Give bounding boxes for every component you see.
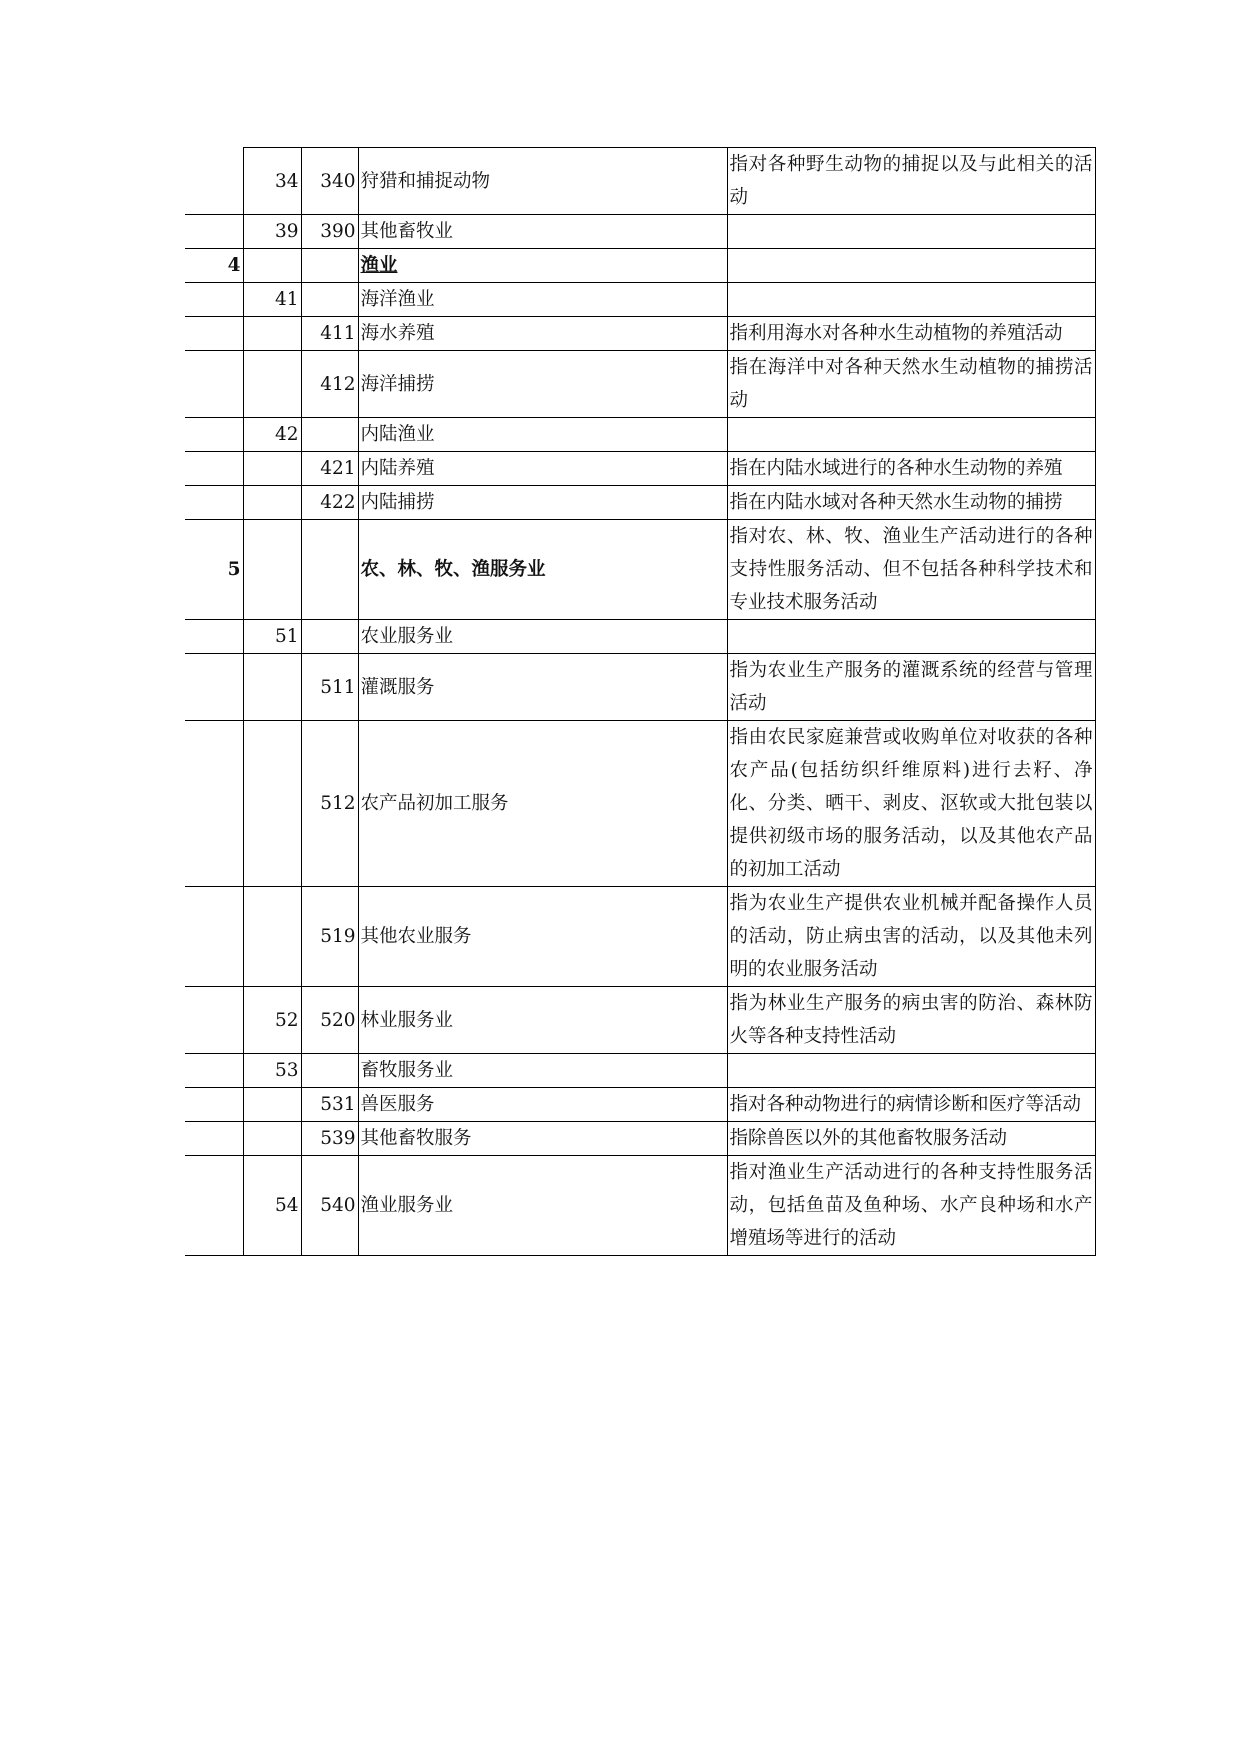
section-code bbox=[185, 887, 243, 987]
category-name: 畜牧服务业 bbox=[358, 1054, 727, 1088]
category-description bbox=[727, 283, 1095, 317]
table-row bbox=[185, 317, 1095, 351]
category-name: 林业服务业 bbox=[358, 987, 727, 1054]
medium-code: 512 bbox=[301, 721, 358, 887]
section-code bbox=[185, 654, 243, 721]
category-name: 其他农业服务 bbox=[358, 887, 727, 987]
category-name: 海洋捕捞 bbox=[358, 351, 727, 418]
category-description: 指除兽医以外的其他畜牧服务活动 bbox=[727, 1122, 1095, 1156]
table-row bbox=[185, 1122, 1095, 1156]
category-name bbox=[358, 249, 727, 283]
major-code: 53 bbox=[243, 1054, 301, 1088]
table-row bbox=[185, 887, 1095, 987]
medium-code bbox=[301, 249, 358, 283]
section-code bbox=[185, 620, 243, 654]
category-description bbox=[727, 215, 1095, 249]
category-name: 农、林、牧、渔服务业 bbox=[358, 520, 727, 620]
major-code: 39 bbox=[243, 215, 301, 249]
category-description: 指由农民家庭兼营或收购单位对收获的各种农产品(包括纺织纤维原料)进行去籽、净化、分类、晒干、剥皮、沤软或大批包装以提供初级市场的服务活动，以及其他农产品的初加工活动 bbox=[727, 721, 1095, 887]
category-description: 指对各种动物进行的病情诊断和医疗等活动 bbox=[727, 1088, 1095, 1122]
major-code: 51 bbox=[243, 620, 301, 654]
table-row bbox=[185, 654, 1095, 721]
category-name-text: 渔业 bbox=[360, 255, 398, 276]
category-description: 指对渔业生产活动进行的各种支持性服务活动，包括鱼苗及鱼种场、水产良种场和水产增殖场等进行的活动 bbox=[727, 1156, 1095, 1256]
major-code: 34 bbox=[243, 148, 301, 215]
section-code bbox=[185, 1122, 243, 1156]
section-code bbox=[185, 452, 243, 486]
major-code bbox=[243, 249, 301, 283]
table-row bbox=[185, 1088, 1095, 1122]
category-name: 农业服务业 bbox=[358, 620, 727, 654]
table-row bbox=[185, 1156, 1095, 1256]
medium-code: 520 bbox=[301, 987, 358, 1054]
table-row bbox=[185, 987, 1095, 1054]
table-row bbox=[185, 148, 1095, 215]
category-description: 指对农、林、牧、渔业生产活动进行的各种支持性服务活动、但不包括各种科学技术和专业技术服务活动 bbox=[727, 520, 1095, 620]
section-code bbox=[185, 418, 243, 452]
table-row bbox=[185, 620, 1095, 654]
table-row bbox=[185, 721, 1095, 887]
table-row bbox=[185, 1054, 1095, 1088]
category-name: 海洋渔业 bbox=[358, 283, 727, 317]
medium-code: 531 bbox=[301, 1088, 358, 1122]
major-code: 42 bbox=[243, 418, 301, 452]
medium-code: 540 bbox=[301, 1156, 358, 1256]
category-description: 指对各种野生动物的捕捉以及与此相关的活动 bbox=[727, 148, 1095, 215]
table-row bbox=[185, 452, 1095, 486]
table-row bbox=[185, 486, 1095, 520]
medium-code: 519 bbox=[301, 887, 358, 987]
document-page bbox=[185, 147, 1095, 1256]
section-code bbox=[185, 721, 243, 887]
medium-code: 340 bbox=[301, 148, 358, 215]
category-name: 狩猎和捕捉动物 bbox=[358, 148, 727, 215]
section-code bbox=[185, 148, 243, 215]
category-description: 指在内陆水域对各种天然水生动物的捕捞 bbox=[727, 486, 1095, 520]
section-code bbox=[185, 1054, 243, 1088]
major-code bbox=[243, 1088, 301, 1122]
category-name: 内陆捕捞 bbox=[358, 486, 727, 520]
section-code bbox=[185, 283, 243, 317]
major-code bbox=[243, 654, 301, 721]
medium-code bbox=[301, 520, 358, 620]
medium-code bbox=[301, 418, 358, 452]
category-description bbox=[727, 249, 1095, 283]
major-code bbox=[243, 452, 301, 486]
major-code: 41 bbox=[243, 283, 301, 317]
section-code bbox=[185, 486, 243, 520]
medium-code bbox=[301, 283, 358, 317]
major-code bbox=[243, 1122, 301, 1156]
medium-code: 412 bbox=[301, 351, 358, 418]
category-name: 农产品初加工服务 bbox=[358, 721, 727, 887]
section-code: 5 bbox=[185, 520, 243, 620]
medium-code: 390 bbox=[301, 215, 358, 249]
category-description: 指利用海水对各种水生动植物的养殖活动 bbox=[727, 317, 1095, 351]
medium-code: 539 bbox=[301, 1122, 358, 1156]
major-code bbox=[243, 887, 301, 987]
medium-code: 411 bbox=[301, 317, 358, 351]
medium-code: 511 bbox=[301, 654, 358, 721]
table-row bbox=[185, 249, 1095, 283]
table-row bbox=[185, 520, 1095, 620]
major-code: 54 bbox=[243, 1156, 301, 1256]
section-code bbox=[185, 1088, 243, 1122]
section-code bbox=[185, 987, 243, 1054]
category-description bbox=[727, 1054, 1095, 1088]
category-description: 指为林业生产服务的病虫害的防治、森林防火等各种支持性活动 bbox=[727, 987, 1095, 1054]
section-code bbox=[185, 215, 243, 249]
major-code bbox=[243, 721, 301, 887]
category-name: 内陆养殖 bbox=[358, 452, 727, 486]
category-name: 其他畜牧业 bbox=[358, 215, 727, 249]
category-name: 兽医服务 bbox=[358, 1088, 727, 1122]
industry-classification-table bbox=[185, 147, 1096, 1256]
medium-code bbox=[301, 620, 358, 654]
major-code bbox=[243, 486, 301, 520]
category-description: 指为农业生产服务的灌溉系统的经营与管理活动 bbox=[727, 654, 1095, 721]
major-code bbox=[243, 520, 301, 620]
category-name: 渔业服务业 bbox=[358, 1156, 727, 1256]
major-code: 52 bbox=[243, 987, 301, 1054]
category-name: 海水养殖 bbox=[358, 317, 727, 351]
table-row bbox=[185, 351, 1095, 418]
category-name: 灌溉服务 bbox=[358, 654, 727, 721]
category-description: 指为农业生产提供农业机械并配备操作人员的活动，防止病虫害的活动，以及其他未列明的农业服务活动 bbox=[727, 887, 1095, 987]
category-name: 内陆渔业 bbox=[358, 418, 727, 452]
section-code: 4 bbox=[185, 249, 243, 283]
major-code bbox=[243, 317, 301, 351]
category-description: 指在内陆水域进行的各种水生动物的养殖 bbox=[727, 452, 1095, 486]
medium-code bbox=[301, 1054, 358, 1088]
table-row bbox=[185, 215, 1095, 249]
category-description bbox=[727, 620, 1095, 654]
section-code bbox=[185, 351, 243, 418]
category-name: 其他畜牧服务 bbox=[358, 1122, 727, 1156]
category-description: 指在海洋中对各种天然水生动植物的捕捞活动 bbox=[727, 351, 1095, 418]
section-code bbox=[185, 1156, 243, 1256]
medium-code: 422 bbox=[301, 486, 358, 520]
medium-code: 421 bbox=[301, 452, 358, 486]
major-code bbox=[243, 351, 301, 418]
table-row bbox=[185, 418, 1095, 452]
category-description bbox=[727, 418, 1095, 452]
section-code bbox=[185, 317, 243, 351]
table-row bbox=[185, 283, 1095, 317]
